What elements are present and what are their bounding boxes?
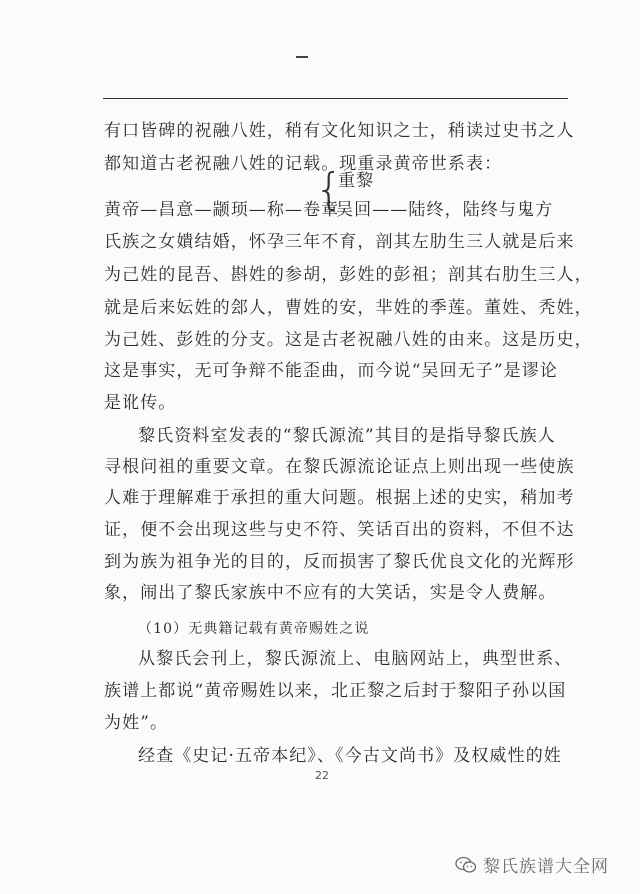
text-line: 黎氏资料室发表的“黎氏源流”其目的是指导黎氏族人 bbox=[138, 426, 556, 446]
page-number: 22 bbox=[315, 769, 329, 782]
section-heading: （10）无典籍记载有黄帝赐姓之说 bbox=[138, 621, 370, 637]
text-line: 都知道古老祝融八姓的记载。现重录黄帝世系表： bbox=[104, 154, 503, 174]
text-line: 这是事实，无可争辩不能歪曲，而今说“吴回无子”是谬论 bbox=[104, 361, 558, 381]
text-line: 到为族为祖争光的目的，反而损害了黎氏优良文化的光辉形 bbox=[104, 552, 575, 572]
text-line: 从黎氏会刊上，黎氏源流上、电脑网站上，典型世系、 bbox=[138, 649, 573, 669]
text-line: 为己姓、彭姓的分支。这是古老祝融八姓的由来。这是历史， bbox=[104, 330, 593, 350]
text-line: 为姓”。 bbox=[104, 713, 169, 733]
genealogy-branch-top: 重黎 bbox=[338, 171, 375, 191]
text-line: 就是后来妘姓的郐人，曹姓的安，芈姓的季莲。董姓、秃姓， bbox=[104, 298, 593, 318]
text-line: 为己姓的昆吾、斟姓的参胡，彭姓的彭祖；剖其右肋生三人， bbox=[104, 265, 593, 285]
genealogy-brace: { bbox=[315, 164, 343, 215]
text-line: 象，闹出了黎氏家族中不应有的大笑话，实是令人费解。 bbox=[104, 583, 557, 603]
header-rule bbox=[103, 98, 568, 99]
watermark bbox=[455, 852, 609, 877]
top-mark bbox=[296, 56, 308, 58]
text-line: 证，便不会出现这些与史不符、笑话百出的资料，不但不达 bbox=[104, 520, 575, 540]
genealogy-branch-bottom: 吴回——陆终，陆终与鬼方 bbox=[336, 200, 554, 220]
text-line: 是讹传。 bbox=[104, 393, 177, 413]
genealogy-line: 黄帝—昌意—颛顼—称—卷章 bbox=[104, 200, 340, 220]
text-line: 寻根问祖的重要文章。在黎氏源流论证点上则出现一些使族 bbox=[104, 457, 575, 477]
text-line: 人难于理解难于承担的重大问题。根据上述的史实，稍加考 bbox=[104, 488, 575, 508]
watermark-text: 黎氏族谱大全网 bbox=[483, 857, 609, 877]
text-line: 经查《史记·五帝本纪》、《今古文尚书》及权威性的姓 bbox=[138, 746, 562, 766]
wechat-icon bbox=[455, 856, 477, 874]
text-line: 氏族之女嬇结婚，怀孕三年不育，剖其左肋生三人就是后来 bbox=[104, 232, 575, 252]
text-line: 族谱上都说“黄帝赐姓以来，北正黎之后封于黎阳子孙以国 bbox=[104, 681, 567, 701]
text-line: 有口皆碑的祝融八姓，稍有文化知识之士，稍读过史书之人 bbox=[104, 121, 575, 141]
